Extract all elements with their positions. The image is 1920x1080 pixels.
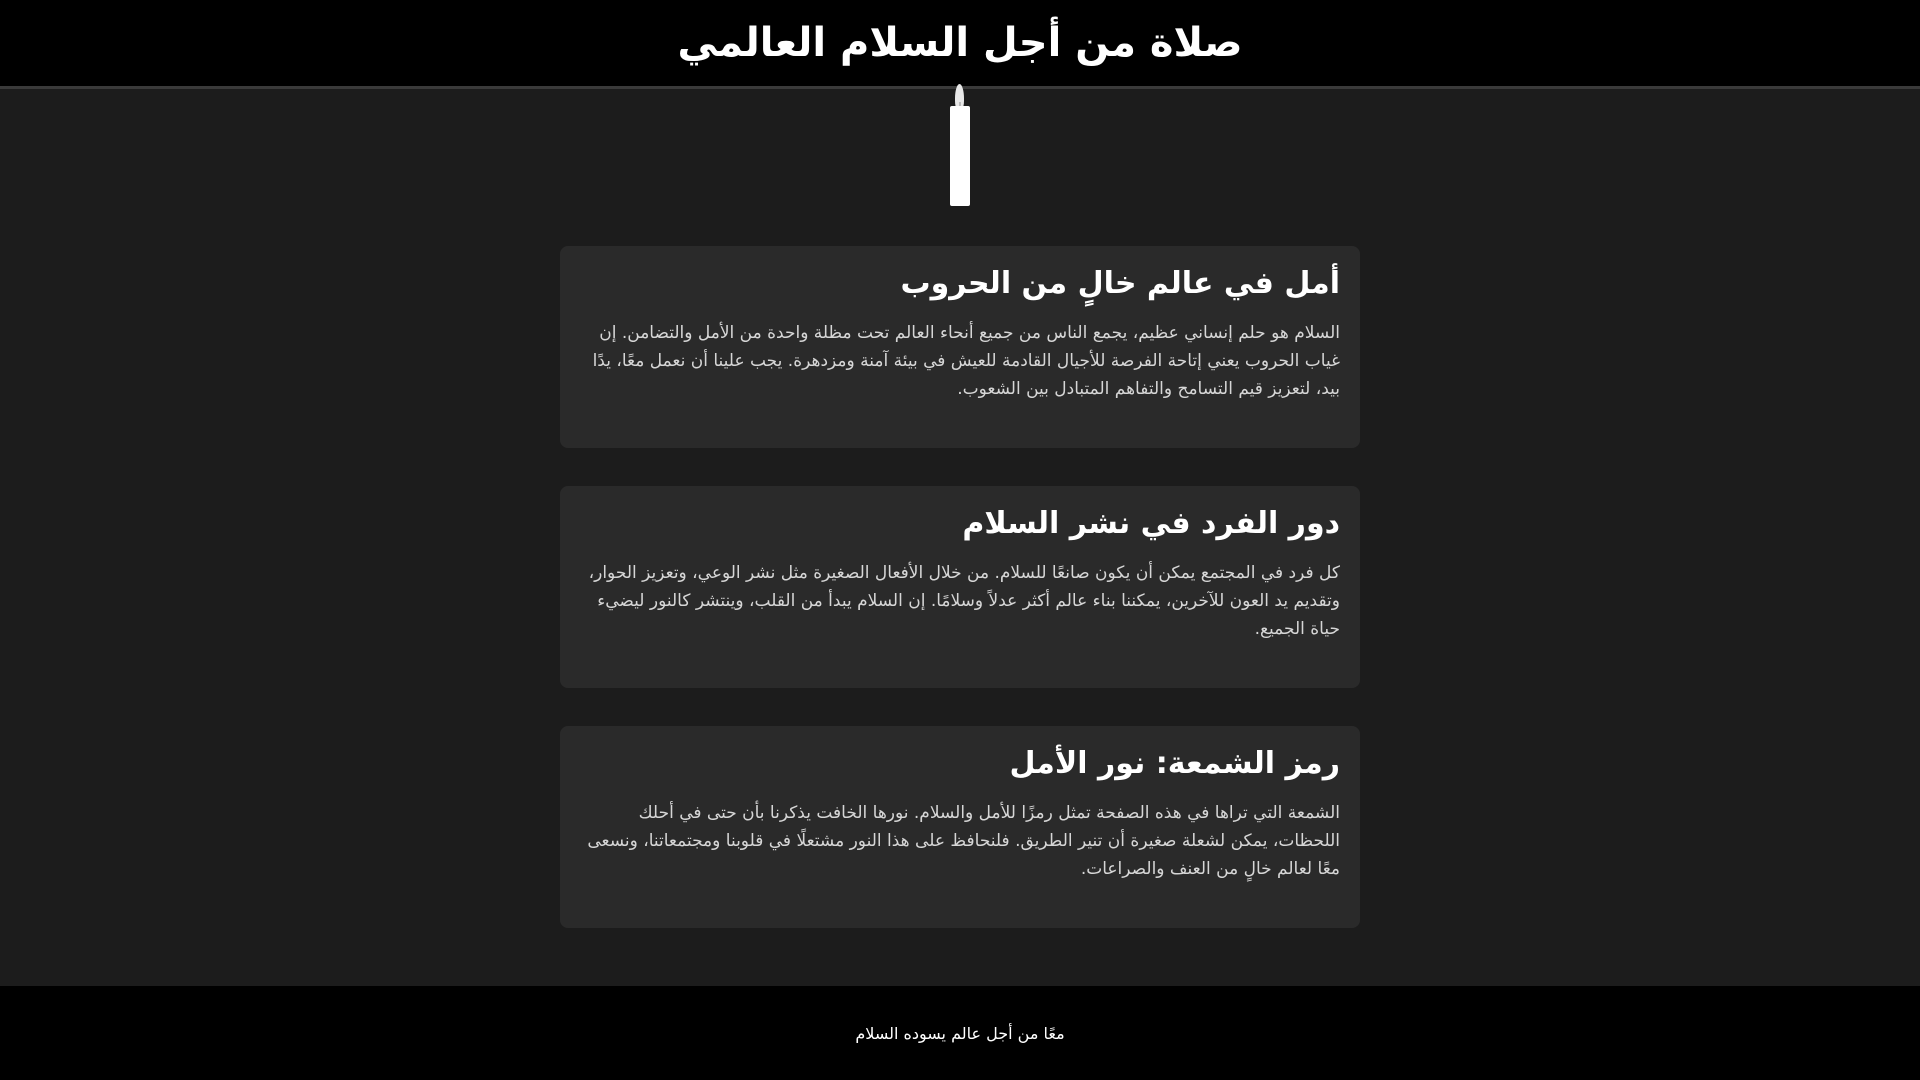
section-heading: أمل في عالم خالٍ من الحروب — [900, 266, 1340, 301]
page-title: صلاة من أجل السلام العالمي — [677, 20, 1243, 66]
candle-body — [950, 106, 970, 206]
page-header — [0, 0, 1920, 89]
section-card-individual-role — [560, 486, 1360, 688]
section-heading: رمز الشمعة: نور الأمل — [1009, 746, 1340, 781]
section-card-hope — [560, 246, 1360, 448]
section-body: السلام هو حلم إنساني عظيم، يجمع الناس من جميع أنحاء العالم تحت مظلة واحدة من الأمل والتضامن. إن غياب الحروب يعني إتاحة الفرصة للأجيال القادمة للعيش في بيئة آمنة ومزدهرة. يجب علينا أن نعمل معًا، يدًا بيد، لتعزيز قيم التسامح والتفاهم المتبادل بين الشعوب. — [592, 323, 1340, 399]
section-card-candle-symbol — [560, 726, 1360, 928]
section-body: الشمعة التي تراها في هذه الصفحة تمثل رمزًا للأمل والسلام. نورها الخافت يذكرنا بأن حتى في أحلك اللحظات، يمكن لشعلة صغيرة أن تنير الطريق. فلنحافظ على هذا النور مشتعلًا في قلوبنا ومجتمعاتنا، ونسعى معًا لعالم خالٍ من العنف والصراعات. — [587, 803, 1340, 879]
page-footer — [0, 986, 1920, 1080]
candle-icon — [950, 84, 970, 206]
footer-text: معًا من أجل عالم يسوده السلام — [855, 1023, 1065, 1043]
section-heading: دور الفرد في نشر السلام — [962, 506, 1340, 541]
section-body: كل فرد في المجتمع يمكن أن يكون صانعًا للسلام. من خلال الأفعال الصغيرة مثل نشر الوعي، وتعزيز الحوار، وتقديم يد العون للآخرين، يمكننا بناء عالم أكثر عدلاً وسلامًا. إن السلام يبدأ من القلب، وينتشر كالنور ليضيء حياة الجميع. — [588, 563, 1340, 639]
